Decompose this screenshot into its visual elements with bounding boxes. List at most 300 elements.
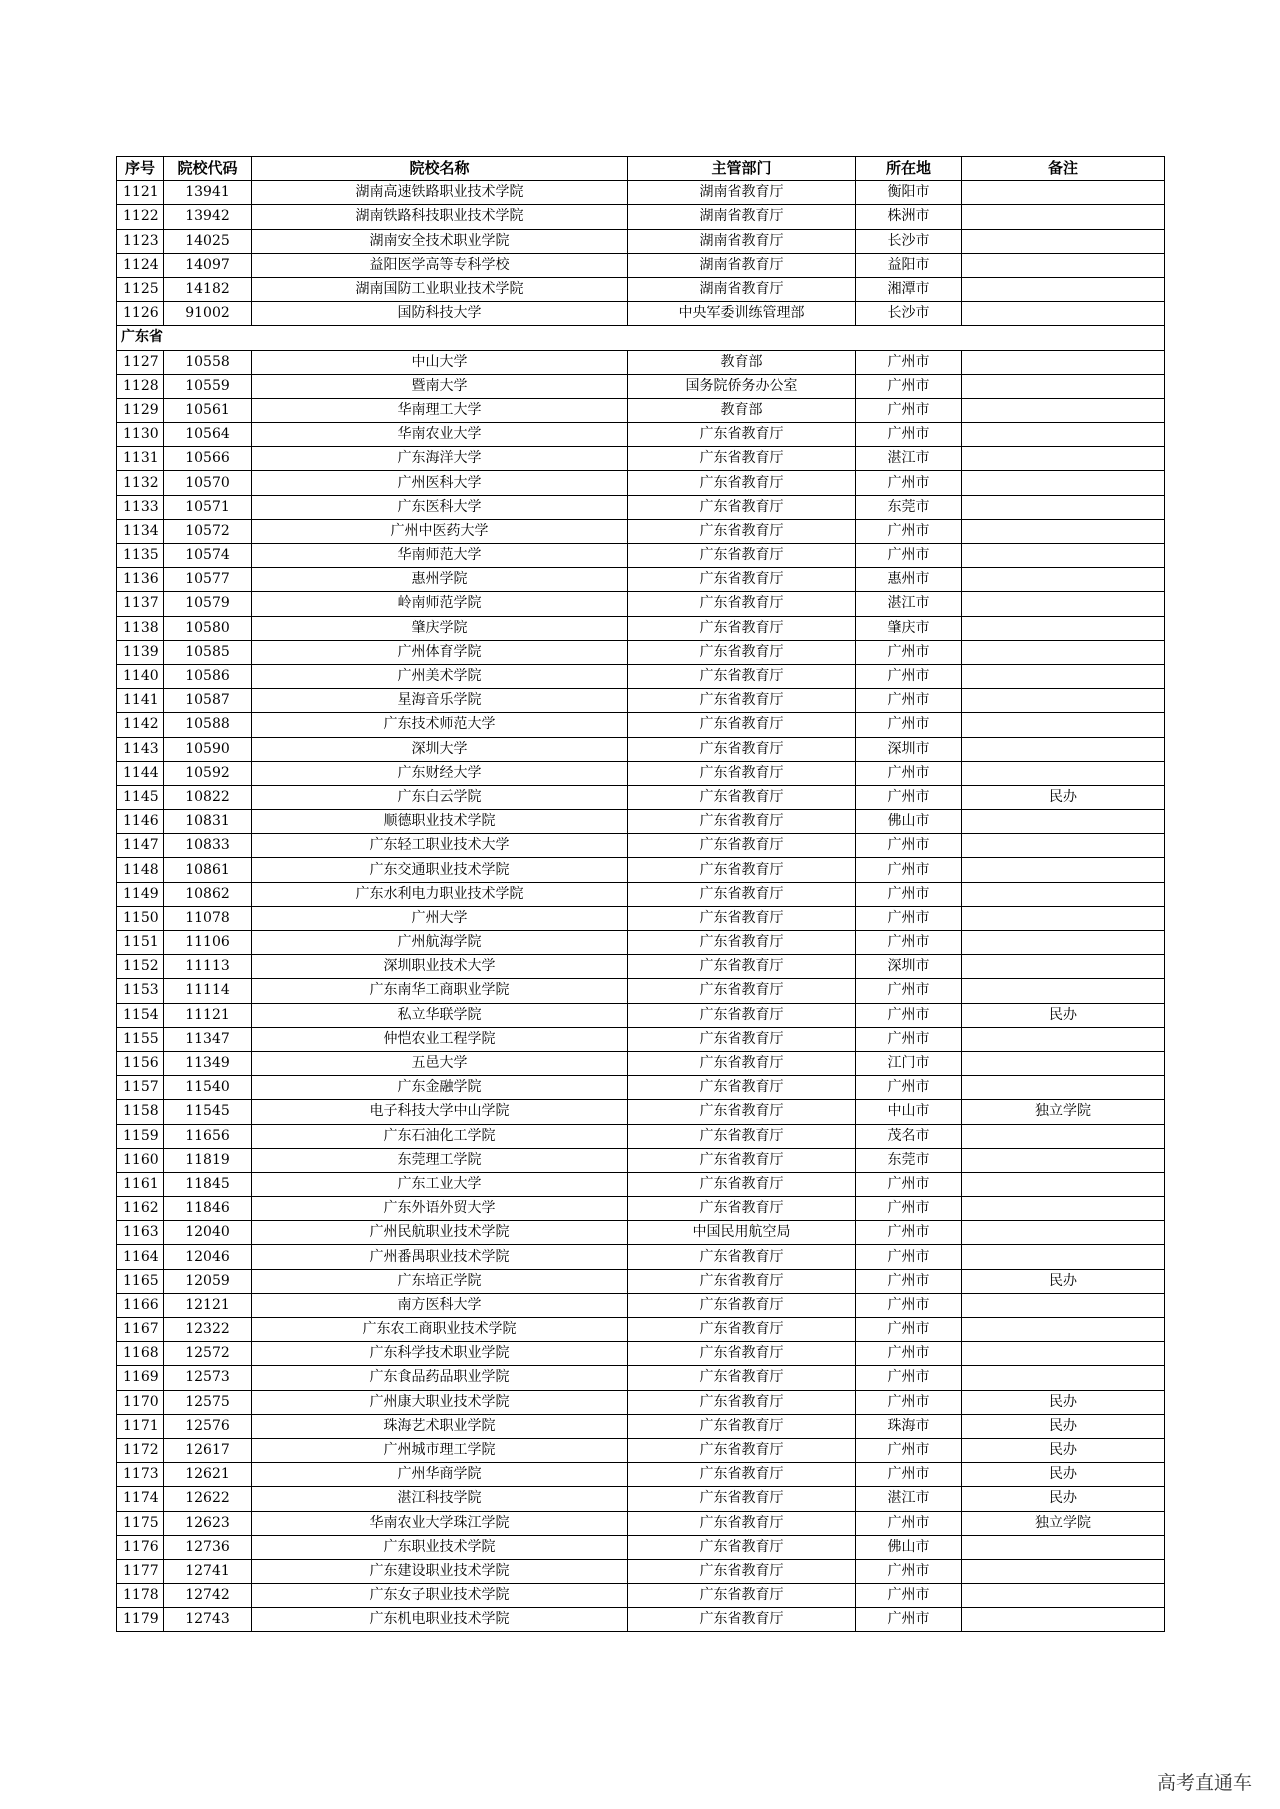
table-row: [117, 447, 1165, 471]
cell-location: 广州市: [856, 761, 962, 785]
cell-serial-number: 1147: [117, 834, 164, 858]
cell-location: 广州市: [856, 1342, 962, 1366]
cell-serial-number: 1121: [117, 181, 164, 205]
cell-school-code: 11078: [164, 906, 252, 930]
cell-school-code: 12623: [164, 1511, 252, 1535]
cell-school-name: 广东技术师范大学: [252, 713, 628, 737]
cell-school-name: 广州大学: [252, 906, 628, 930]
cell-school-name: 华南农业大学: [252, 423, 628, 447]
cell-school-name: 东莞理工学院: [252, 1148, 628, 1172]
cell-remarks: [962, 858, 1165, 882]
cell-school-code: 12621: [164, 1463, 252, 1487]
cell-location: 广州市: [856, 350, 962, 374]
table-row: [117, 1463, 1165, 1487]
cell-school-name: 广州中医药大学: [252, 519, 628, 543]
cell-school-name: 南方医科大学: [252, 1293, 628, 1317]
cell-department: 广东省教育厅: [628, 495, 856, 519]
header-school-code: 院校代码: [164, 157, 252, 181]
cell-location: 广州市: [856, 1293, 962, 1317]
table-row: [117, 592, 1165, 616]
cell-location: 深圳市: [856, 955, 962, 979]
table-row: [117, 1076, 1165, 1100]
table-row: [117, 302, 1165, 326]
cell-remarks: [962, 689, 1165, 713]
table-row: [117, 1559, 1165, 1583]
cell-school-code: 12059: [164, 1269, 252, 1293]
cell-remarks: [962, 955, 1165, 979]
cell-remarks: [962, 1051, 1165, 1075]
cell-school-code: 14182: [164, 277, 252, 301]
cell-serial-number: 1144: [117, 761, 164, 785]
cell-remarks: [962, 350, 1165, 374]
cell-school-name: 广东职业技术学院: [252, 1535, 628, 1559]
cell-school-code: 10588: [164, 713, 252, 737]
cell-serial-number: 1154: [117, 1003, 164, 1027]
cell-school-name: 益阳医学高等专科学校: [252, 253, 628, 277]
cell-school-name: 岭南师范学院: [252, 592, 628, 616]
table-row: [117, 810, 1165, 834]
cell-serial-number: 1142: [117, 713, 164, 737]
cell-location: 佛山市: [856, 1535, 962, 1559]
table-row: [117, 785, 1165, 809]
cell-school-name: 广东工业大学: [252, 1172, 628, 1196]
cell-school-name: 广东建设职业技术学院: [252, 1559, 628, 1583]
table-row: [117, 979, 1165, 1003]
cell-location: 广州市: [856, 689, 962, 713]
cell-remarks: [962, 519, 1165, 543]
cell-school-code: 10586: [164, 664, 252, 688]
header-location: 所在地: [856, 157, 962, 181]
cell-school-code: 10585: [164, 640, 252, 664]
table-row: [117, 1245, 1165, 1269]
cell-serial-number: 1146: [117, 810, 164, 834]
table-row: [117, 931, 1165, 955]
cell-serial-number: 1127: [117, 350, 164, 374]
table-header-row: [117, 157, 1165, 181]
cell-school-name: 电子科技大学中山学院: [252, 1100, 628, 1124]
cell-serial-number: 1140: [117, 664, 164, 688]
header-department: 主管部门: [628, 157, 856, 181]
cell-school-name: 广东财经大学: [252, 761, 628, 785]
table-row: [117, 737, 1165, 761]
cell-school-code: 12573: [164, 1366, 252, 1390]
cell-school-name: 广州美术学院: [252, 664, 628, 688]
cell-school-name: 广东机电职业技术学院: [252, 1608, 628, 1632]
cell-school-name: 广州航海学院: [252, 931, 628, 955]
cell-remarks: [962, 906, 1165, 930]
cell-school-code: 10558: [164, 350, 252, 374]
header-remarks: 备注: [962, 157, 1165, 181]
cell-department: 广东省教育厅: [628, 1366, 856, 1390]
cell-department: 广东省教育厅: [628, 1003, 856, 1027]
cell-school-name: 广州医科大学: [252, 471, 628, 495]
cell-department: 湖南省教育厅: [628, 229, 856, 253]
cell-school-code: 10592: [164, 761, 252, 785]
cell-location: 广州市: [856, 1269, 962, 1293]
table-row: [117, 689, 1165, 713]
cell-remarks: 民办: [962, 785, 1165, 809]
table-row: [117, 495, 1165, 519]
cell-serial-number: 1171: [117, 1414, 164, 1438]
cell-remarks: [962, 1318, 1165, 1342]
cell-remarks: [962, 1608, 1165, 1632]
cell-location: 广州市: [856, 1511, 962, 1535]
cell-location: 广州市: [856, 882, 962, 906]
cell-serial-number: 1132: [117, 471, 164, 495]
cell-school-code: 10564: [164, 423, 252, 447]
cell-department: 广东省教育厅: [628, 882, 856, 906]
cell-serial-number: 1153: [117, 979, 164, 1003]
cell-school-name: 华南师范大学: [252, 544, 628, 568]
province-label: 广东省: [117, 326, 1165, 350]
cell-school-name: 湖南铁路科技职业技术学院: [252, 205, 628, 229]
cell-school-code: 11845: [164, 1172, 252, 1196]
header-school-name: 院校名称: [252, 157, 628, 181]
cell-remarks: [962, 1584, 1165, 1608]
cell-department: 广东省教育厅: [628, 1027, 856, 1051]
cell-school-code: 11819: [164, 1148, 252, 1172]
cell-school-code: 12736: [164, 1535, 252, 1559]
cell-location: 广州市: [856, 1318, 962, 1342]
cell-school-name: 广东食品药品职业学院: [252, 1366, 628, 1390]
cell-school-code: 12743: [164, 1608, 252, 1632]
cell-location: 广州市: [856, 1608, 962, 1632]
table-row: [117, 1366, 1165, 1390]
cell-school-name: 暨南大学: [252, 374, 628, 398]
table-row: [117, 1318, 1165, 1342]
cell-serial-number: 1178: [117, 1584, 164, 1608]
cell-serial-number: 1123: [117, 229, 164, 253]
table-row: [117, 471, 1165, 495]
cell-serial-number: 1169: [117, 1366, 164, 1390]
table-row: [117, 1197, 1165, 1221]
cell-school-name: 广东科学技术职业学院: [252, 1342, 628, 1366]
cell-remarks: 民办: [962, 1390, 1165, 1414]
cell-department: 广东省教育厅: [628, 1414, 856, 1438]
cell-department: 中国民用航空局: [628, 1221, 856, 1245]
cell-school-code: 11656: [164, 1124, 252, 1148]
cell-remarks: [962, 1148, 1165, 1172]
cell-serial-number: 1141: [117, 689, 164, 713]
cell-location: 株洲市: [856, 205, 962, 229]
cell-school-name: 深圳职业技术大学: [252, 955, 628, 979]
table-row: [117, 640, 1165, 664]
cell-school-code: 11347: [164, 1027, 252, 1051]
cell-serial-number: 1168: [117, 1342, 164, 1366]
table-row: [117, 1051, 1165, 1075]
table-row: [117, 277, 1165, 301]
cell-location: 广州市: [856, 1438, 962, 1462]
table-row: [117, 713, 1165, 737]
table-row: [117, 1293, 1165, 1317]
cell-department: 广东省教育厅: [628, 1051, 856, 1075]
cell-location: 东莞市: [856, 1148, 962, 1172]
cell-school-code: 10862: [164, 882, 252, 906]
cell-location: 广州市: [856, 1172, 962, 1196]
cell-department: 广东省教育厅: [628, 979, 856, 1003]
cell-school-name: 华南农业大学珠江学院: [252, 1511, 628, 1535]
cell-department: 广东省教育厅: [628, 568, 856, 592]
cell-remarks: [962, 1245, 1165, 1269]
cell-location: 江门市: [856, 1051, 962, 1075]
cell-school-code: 10570: [164, 471, 252, 495]
table-row: [117, 1390, 1165, 1414]
cell-location: 广州市: [856, 640, 962, 664]
cell-school-code: 12742: [164, 1584, 252, 1608]
cell-department: 广东省教育厅: [628, 519, 856, 543]
cell-school-name: 深圳大学: [252, 737, 628, 761]
cell-serial-number: 1152: [117, 955, 164, 979]
cell-department: 广东省教育厅: [628, 544, 856, 568]
table-row: [117, 906, 1165, 930]
cell-location: 湘潭市: [856, 277, 962, 301]
cell-school-name: 仲恺农业工程学院: [252, 1027, 628, 1051]
cell-department: 广东省教育厅: [628, 1438, 856, 1462]
cell-school-code: 10861: [164, 858, 252, 882]
cell-location: 广州市: [856, 858, 962, 882]
table-row: [117, 1511, 1165, 1535]
table-row: [117, 544, 1165, 568]
table-row: [117, 1535, 1165, 1559]
table-row: [117, 350, 1165, 374]
cell-remarks: [962, 882, 1165, 906]
cell-remarks: [962, 1535, 1165, 1559]
table-row: [117, 1148, 1165, 1172]
cell-remarks: [962, 1124, 1165, 1148]
cell-school-code: 10577: [164, 568, 252, 592]
cell-serial-number: 1138: [117, 616, 164, 640]
cell-school-code: 10590: [164, 737, 252, 761]
cell-department: 广东省教育厅: [628, 785, 856, 809]
cell-department: 广东省教育厅: [628, 640, 856, 664]
cell-department: 广东省教育厅: [628, 1148, 856, 1172]
cell-serial-number: 1176: [117, 1535, 164, 1559]
cell-school-code: 10571: [164, 495, 252, 519]
table-row: [117, 1414, 1165, 1438]
table-row: [117, 1487, 1165, 1511]
cell-school-name: 中山大学: [252, 350, 628, 374]
cell-location: 广州市: [856, 1366, 962, 1390]
cell-school-name: 湖南高速铁路职业技术学院: [252, 181, 628, 205]
cell-remarks: 民办: [962, 1487, 1165, 1511]
cell-remarks: [962, 810, 1165, 834]
cell-school-name: 私立华联学院: [252, 1003, 628, 1027]
cell-school-code: 10559: [164, 374, 252, 398]
cell-department: 广东省教育厅: [628, 689, 856, 713]
cell-location: 长沙市: [856, 229, 962, 253]
cell-school-code: 12046: [164, 1245, 252, 1269]
cell-school-name: 广东医科大学: [252, 495, 628, 519]
cell-department: 广东省教育厅: [628, 834, 856, 858]
cell-school-name: 广东交通职业技术学院: [252, 858, 628, 882]
cell-department: 广东省教育厅: [628, 1076, 856, 1100]
cell-department: 广东省教育厅: [628, 1559, 856, 1583]
cell-school-code: 10574: [164, 544, 252, 568]
cell-remarks: [962, 592, 1165, 616]
cell-remarks: [962, 640, 1165, 664]
cell-department: 中央军委训练管理部: [628, 302, 856, 326]
cell-department: 广东省教育厅: [628, 664, 856, 688]
cell-department: 广东省教育厅: [628, 810, 856, 834]
table-row: [117, 568, 1165, 592]
cell-department: 湖南省教育厅: [628, 181, 856, 205]
cell-department: 广东省教育厅: [628, 1390, 856, 1414]
table-row: [117, 1124, 1165, 1148]
table-row: [117, 1584, 1165, 1608]
cell-school-code: 10822: [164, 785, 252, 809]
cell-school-code: 11545: [164, 1100, 252, 1124]
cell-school-name: 湖南安全技术职业学院: [252, 229, 628, 253]
table-row: [117, 616, 1165, 640]
cell-department: 广东省教育厅: [628, 1463, 856, 1487]
cell-remarks: [962, 1221, 1165, 1245]
cell-department: 广东省教育厅: [628, 1584, 856, 1608]
cell-location: 广州市: [856, 931, 962, 955]
cell-location: 深圳市: [856, 737, 962, 761]
cell-school-name: 华南理工大学: [252, 398, 628, 422]
cell-department: 广东省教育厅: [628, 1511, 856, 1535]
cell-school-code: 14025: [164, 229, 252, 253]
cell-location: 广州市: [856, 1463, 962, 1487]
cell-department: 广东省教育厅: [628, 1535, 856, 1559]
province-row: [117, 326, 1165, 350]
table-row: [117, 858, 1165, 882]
table-row: [117, 834, 1165, 858]
cell-location: 广州市: [856, 906, 962, 930]
cell-serial-number: 1173: [117, 1463, 164, 1487]
cell-serial-number: 1179: [117, 1608, 164, 1632]
cell-location: 广州市: [856, 1197, 962, 1221]
header-serial-number: 序号: [117, 157, 164, 181]
cell-serial-number: 1145: [117, 785, 164, 809]
cell-location: 肇庆市: [856, 616, 962, 640]
cell-department: 广东省教育厅: [628, 761, 856, 785]
cell-school-name: 广州番禺职业技术学院: [252, 1245, 628, 1269]
cell-serial-number: 1174: [117, 1487, 164, 1511]
cell-serial-number: 1148: [117, 858, 164, 882]
cell-serial-number: 1162: [117, 1197, 164, 1221]
cell-serial-number: 1157: [117, 1076, 164, 1100]
cell-serial-number: 1128: [117, 374, 164, 398]
table-row: [117, 1438, 1165, 1462]
cell-location: 惠州市: [856, 568, 962, 592]
cell-location: 广州市: [856, 1245, 962, 1269]
cell-serial-number: 1165: [117, 1269, 164, 1293]
table-row: [117, 761, 1165, 785]
table-row: [117, 374, 1165, 398]
cell-location: 广州市: [856, 1559, 962, 1583]
cell-remarks: [962, 544, 1165, 568]
cell-school-name: 国防科技大学: [252, 302, 628, 326]
cell-serial-number: 1125: [117, 277, 164, 301]
cell-department: 广东省教育厅: [628, 1172, 856, 1196]
cell-remarks: [962, 398, 1165, 422]
cell-serial-number: 1172: [117, 1438, 164, 1462]
cell-serial-number: 1134: [117, 519, 164, 543]
cell-remarks: [962, 1293, 1165, 1317]
cell-serial-number: 1163: [117, 1221, 164, 1245]
cell-location: 广州市: [856, 785, 962, 809]
cell-serial-number: 1130: [117, 423, 164, 447]
cell-location: 益阳市: [856, 253, 962, 277]
cell-school-name: 星海音乐学院: [252, 689, 628, 713]
cell-location: 湛江市: [856, 592, 962, 616]
table-row: [117, 253, 1165, 277]
cell-remarks: 独立学院: [962, 1511, 1165, 1535]
table-row: [117, 882, 1165, 906]
cell-serial-number: 1137: [117, 592, 164, 616]
cell-serial-number: 1166: [117, 1293, 164, 1317]
table-row: [117, 519, 1165, 543]
cell-location: 中山市: [856, 1100, 962, 1124]
cell-department: 广东省教育厅: [628, 1269, 856, 1293]
cell-serial-number: 1156: [117, 1051, 164, 1075]
cell-school-name: 广州民航职业技术学院: [252, 1221, 628, 1245]
cell-department: 广东省教育厅: [628, 955, 856, 979]
cell-school-name: 广州康大职业技术学院: [252, 1390, 628, 1414]
cell-serial-number: 1129: [117, 398, 164, 422]
cell-location: 长沙市: [856, 302, 962, 326]
cell-serial-number: 1164: [117, 1245, 164, 1269]
cell-serial-number: 1177: [117, 1559, 164, 1583]
cell-serial-number: 1159: [117, 1124, 164, 1148]
cell-school-code: 12572: [164, 1342, 252, 1366]
cell-department: 广东省教育厅: [628, 931, 856, 955]
cell-department: 湖南省教育厅: [628, 277, 856, 301]
university-list-table: [116, 156, 1165, 1632]
cell-school-name: 广州城市理工学院: [252, 1438, 628, 1462]
cell-school-name: 顺德职业技术学院: [252, 810, 628, 834]
cell-department: 广东省教育厅: [628, 592, 856, 616]
cell-serial-number: 1155: [117, 1027, 164, 1051]
cell-serial-number: 1151: [117, 931, 164, 955]
cell-remarks: [962, 447, 1165, 471]
cell-remarks: 民办: [962, 1438, 1165, 1462]
cell-location: 广州市: [856, 1027, 962, 1051]
cell-school-code: 10572: [164, 519, 252, 543]
cell-location: 茂名市: [856, 1124, 962, 1148]
cell-school-code: 12040: [164, 1221, 252, 1245]
cell-remarks: [962, 423, 1165, 447]
cell-school-code: 13941: [164, 181, 252, 205]
cell-department: 广东省教育厅: [628, 1608, 856, 1632]
cell-department: 广东省教育厅: [628, 737, 856, 761]
cell-remarks: [962, 471, 1165, 495]
cell-serial-number: 1139: [117, 640, 164, 664]
cell-remarks: [962, 616, 1165, 640]
cell-school-name: 广东海洋大学: [252, 447, 628, 471]
cell-school-code: 12575: [164, 1390, 252, 1414]
cell-serial-number: 1122: [117, 205, 164, 229]
cell-school-code: 10833: [164, 834, 252, 858]
cell-school-name: 广东南华工商职业学院: [252, 979, 628, 1003]
cell-location: 珠海市: [856, 1414, 962, 1438]
cell-school-name: 广东金融学院: [252, 1076, 628, 1100]
cell-remarks: [962, 253, 1165, 277]
cell-school-code: 10831: [164, 810, 252, 834]
cell-school-code: 12617: [164, 1438, 252, 1462]
cell-school-code: 14097: [164, 253, 252, 277]
cell-remarks: [962, 181, 1165, 205]
cell-school-code: 11113: [164, 955, 252, 979]
table-row: [117, 1342, 1165, 1366]
cell-school-code: 11349: [164, 1051, 252, 1075]
cell-department: 国务院侨务办公室: [628, 374, 856, 398]
table-row: [117, 205, 1165, 229]
cell-school-name: 湖南国防工业职业技术学院: [252, 277, 628, 301]
cell-school-name: 广东白云学院: [252, 785, 628, 809]
cell-school-code: 12121: [164, 1293, 252, 1317]
